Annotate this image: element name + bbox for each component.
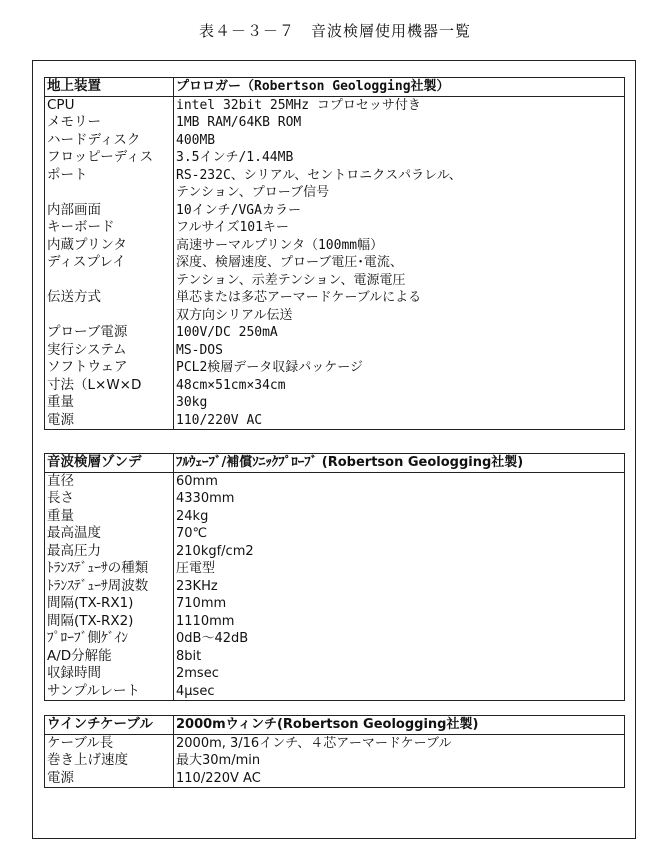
- table-row: [45, 770, 625, 788]
- row-value: 1MB RAM/64KB ROM: [174, 114, 625, 132]
- row-value: 2msec: [174, 665, 625, 683]
- row-label: プローブ電源: [45, 324, 174, 342]
- section-header-value: 2000mウィンチ(Robertson Geologging社製): [174, 716, 625, 735]
- row-value: 23KHz: [174, 578, 625, 596]
- table-row: [45, 96, 625, 114]
- row-value: テンション、プローブ信号: [174, 184, 625, 202]
- row-label: [45, 307, 174, 325]
- table-row: [45, 490, 625, 508]
- table-row: [45, 272, 625, 290]
- row-label: 内蔵プリンタ: [45, 237, 174, 255]
- page-title: 表４－３－７ 音波検層使用機器一覧: [198, 22, 471, 40]
- row-value: 400MB: [174, 132, 625, 150]
- row-label: 寸法（L×W×D: [45, 377, 174, 395]
- row-label: [45, 272, 174, 290]
- table-row: [45, 324, 625, 342]
- row-value: 60mm: [174, 472, 625, 490]
- row-value: 4μsec: [174, 683, 625, 701]
- row-value: 210kgf/cm2: [174, 543, 625, 561]
- row-label: 最高温度: [45, 525, 174, 543]
- row-label: ﾌﾟﾛｰﾌﾞ側ｹﾞｲﾝ: [45, 630, 174, 648]
- row-value: 0dB～42dB: [174, 630, 625, 648]
- row-label: ソフトウェア: [45, 359, 174, 377]
- row-label: 最高圧力: [45, 543, 174, 561]
- table-row: [45, 525, 625, 543]
- table-row: [45, 578, 625, 596]
- table-header-row: [45, 454, 625, 473]
- row-label: フロッピーディス: [45, 149, 174, 167]
- row-label: ディスプレイ: [45, 254, 174, 272]
- table-row: [45, 132, 625, 150]
- table-row: [45, 613, 625, 631]
- row-value: テンション、示差テンション、電源電圧: [174, 272, 625, 290]
- row-label: ハードディスク: [45, 132, 174, 150]
- row-label: メモリー: [45, 114, 174, 132]
- table-row: [45, 184, 625, 202]
- table-row: [45, 237, 625, 255]
- row-label: 間隔(TX-RX2): [45, 613, 174, 631]
- row-value: 70℃: [174, 525, 625, 543]
- row-value: intel 32bit 25MHz コプロセッサ付き: [174, 96, 625, 114]
- row-label: ﾄﾗﾝｽﾃﾞｭｰｻの種類: [45, 560, 174, 578]
- row-value: 24kg: [174, 508, 625, 526]
- row-label: CPU: [45, 96, 174, 114]
- row-label: サンプルレート: [45, 683, 174, 701]
- table-row: [45, 508, 625, 526]
- table-row: [45, 683, 625, 701]
- table-row: [45, 595, 625, 613]
- row-label: ポート: [45, 167, 174, 185]
- table-row: [45, 114, 625, 132]
- table-row: [45, 167, 625, 185]
- row-label: 実行システム: [45, 342, 174, 360]
- row-value: PCL2検層データ収録パッケージ: [174, 359, 625, 377]
- row-label: 伝送方式: [45, 289, 174, 307]
- row-label: [45, 184, 174, 202]
- table-row: [45, 377, 625, 395]
- row-value: 48cm×51cm×34cm: [174, 377, 625, 395]
- table-row: [45, 307, 625, 325]
- row-value: 110/220V AC: [174, 412, 625, 430]
- table-row: [45, 734, 625, 752]
- section-header-value: プロロガー（Robertson Geologging社製）: [174, 78, 625, 97]
- row-value: 深度、検層速度、プローブ電圧･電流、: [174, 254, 625, 272]
- row-value: 最大30m/min: [174, 752, 625, 770]
- row-value: 高速サーマルプリンタ（100mm幅）: [174, 237, 625, 255]
- row-value: 単芯または多芯アーマードケーブルによる: [174, 289, 625, 307]
- table-row: [45, 219, 625, 237]
- row-label: 電源: [45, 412, 174, 430]
- section-header-label: 地上装置: [45, 78, 174, 97]
- table-row: [45, 630, 625, 648]
- row-value: 30kg: [174, 394, 625, 412]
- section-header-label: 音波検層ゾンデ: [45, 454, 174, 473]
- table-row: [45, 560, 625, 578]
- row-value: 圧電型: [174, 560, 625, 578]
- row-label: 電源: [45, 770, 174, 788]
- row-value: 8bit: [174, 648, 625, 666]
- row-value: 710mm: [174, 595, 625, 613]
- table-row: [45, 202, 625, 220]
- row-label: A/D分解能: [45, 648, 174, 666]
- table-row: [45, 254, 625, 272]
- row-value: 3.5インチ/1.44MB: [174, 149, 625, 167]
- row-label: 内部画面: [45, 202, 174, 220]
- row-value: 2000m, 3/16インチ、４芯アーマードケーブル: [174, 734, 625, 752]
- row-label: 直径: [45, 472, 174, 490]
- row-label: 巻き上げ速度: [45, 752, 174, 770]
- table-row: [45, 752, 625, 770]
- section-header-label: ウインチケーブル: [45, 716, 174, 735]
- table-row: [45, 665, 625, 683]
- row-label: 重量: [45, 508, 174, 526]
- row-value: 10インチ/VGAカラー: [174, 202, 625, 220]
- row-label: ケーブル長: [45, 734, 174, 752]
- table-row: [45, 648, 625, 666]
- sonde-table: [44, 453, 625, 701]
- row-label: 収録時間: [45, 665, 174, 683]
- table-row: [45, 394, 625, 412]
- table-row: [45, 543, 625, 561]
- row-value: 4330mm: [174, 490, 625, 508]
- row-value: フルサイズ101キー: [174, 219, 625, 237]
- row-label: ﾄﾗﾝｽﾃﾞｭｰｻ周波数: [45, 578, 174, 596]
- table-row: [45, 359, 625, 377]
- table-row: [45, 289, 625, 307]
- row-label: 重量: [45, 394, 174, 412]
- table-row: [45, 412, 625, 430]
- row-label: 長さ: [45, 490, 174, 508]
- winch-table: [44, 715, 625, 788]
- row-label: キーボード: [45, 219, 174, 237]
- row-value: 1110mm: [174, 613, 625, 631]
- table-header-row: [45, 716, 625, 735]
- section-header-value: ﾌﾙｳｪｰﾌﾞ/補償ｿﾆｯｸﾌﾟﾛｰﾌﾞ (Robertson Geologging社製): [174, 454, 625, 473]
- table-row: [45, 342, 625, 360]
- row-value: 100V/DC 250mA: [174, 324, 625, 342]
- row-value: RS-232C、シリアル、セントロニクスパラレル、: [174, 167, 625, 185]
- table-header-row: [45, 78, 625, 97]
- row-value: 110/220V AC: [174, 770, 625, 788]
- ground-equipment-table: [44, 77, 625, 430]
- table-row: [45, 472, 625, 490]
- row-value: 双方向シリアル伝送: [174, 307, 625, 325]
- table-row: [45, 149, 625, 167]
- row-label: 間隔(TX-RX1): [45, 595, 174, 613]
- row-value: MS-DOS: [174, 342, 625, 360]
